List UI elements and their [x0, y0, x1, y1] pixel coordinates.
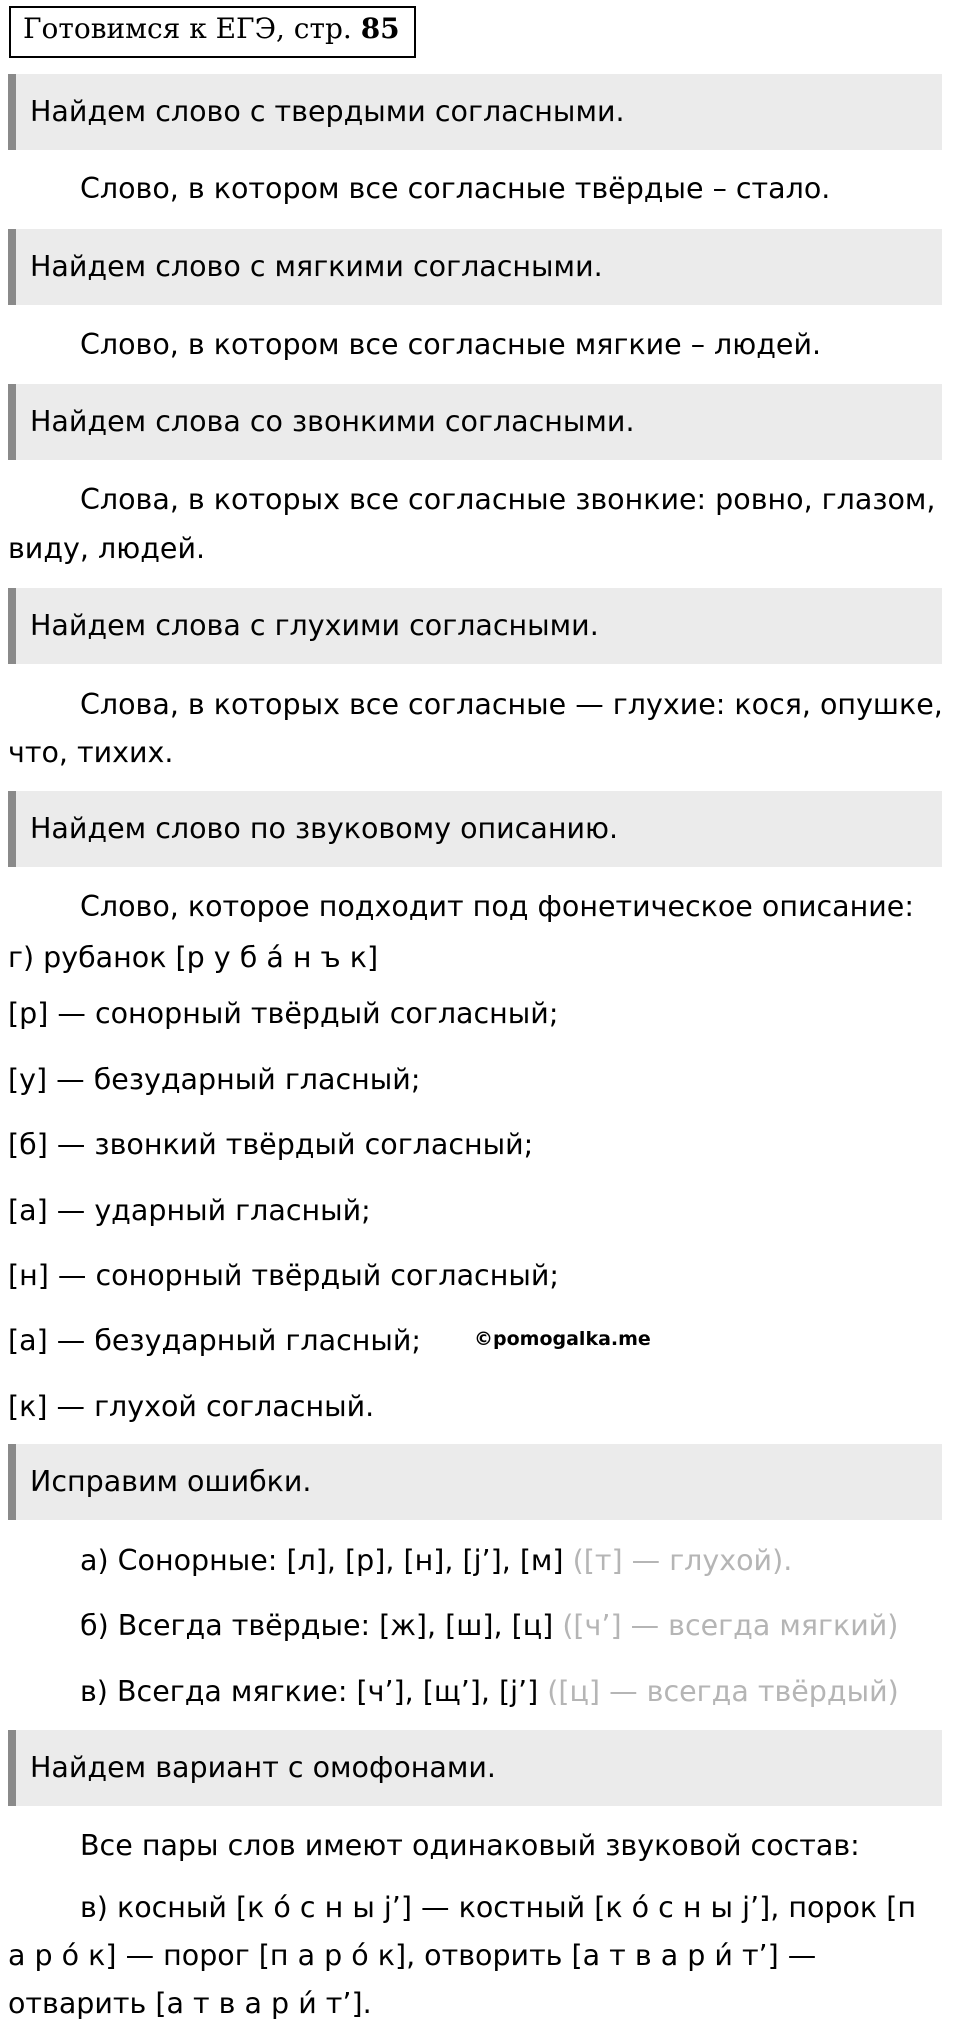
answer-line: в) косный [к о́ с н ы j’] — костный [к о́ с н ы j’], порок [п: [80, 1891, 916, 1924]
correction-note: ([ч’] — всегда мягкий): [562, 1609, 899, 1642]
correction-item: [80, 1542, 792, 1580]
answer-line-continued: что, тихих.: [8, 736, 174, 769]
phoneme-line: [р] — сонорный твёрдый согласный;: [8, 997, 559, 1030]
section-heading-homophones: [8, 1730, 942, 1806]
answer-line: Слово, которое подходит под фонетическое описание:: [80, 890, 914, 923]
phoneme-line: [у] — безударный гласный;: [8, 1063, 421, 1096]
section-heading-text: Найдем слова со звонкими согласными.: [30, 405, 635, 438]
correction-text: в) Всегда мягкие: [ч’], [щ’], [j’]: [80, 1675, 548, 1708]
answer-word: г) рубанок [р у б а́ н ъ к]: [8, 941, 379, 974]
answer-line: Слово, в котором все согласные мягкие – людей.: [80, 328, 822, 361]
section-heading-hard-consonants: [8, 74, 942, 150]
section-heading-voiceless-consonants: [8, 588, 942, 664]
phoneme-line: [а] — безударный гласный;: [8, 1324, 422, 1357]
correction-note: ([т] — глухой).: [572, 1544, 793, 1577]
answer-line: Слово, в котором все согласные твёрдые – стало.: [80, 172, 831, 205]
phoneme-line: [б] — звонкий твёрдый согласный;: [8, 1128, 534, 1161]
section-heading-text: Найдем слово с твердыми согласными.: [30, 95, 625, 128]
page-title-text: Готовимся к ЕГЭ, стр.: [23, 12, 352, 45]
answer-line: Слова, в которых все согласные — глухие: кося, опушке,: [80, 688, 943, 721]
section-heading-text: Найдем слово с мягкими согласными.: [30, 250, 603, 283]
correction-item: [80, 1607, 898, 1645]
section-heading-text: Найдем слово по звуковому описанию.: [30, 812, 619, 845]
answer-line-continued: виду, людей.: [8, 532, 206, 565]
answer-line: Все пары слов имеют одинаковый звуковой состав:: [80, 1829, 860, 1862]
phoneme-line: [н] — сонорный твёрдый согласный;: [8, 1259, 559, 1292]
phoneme-line: [а] — ударный гласный;: [8, 1194, 371, 1227]
watermark: ©pomogalka.me: [474, 1328, 651, 1350]
correction-text: б) Всегда твёрдые: [ж], [ш], [ц]: [80, 1609, 563, 1642]
section-heading-text: Найдем вариант с омофонами.: [30, 1751, 496, 1784]
answer-line-continued: отварить [а т в а р и́ т’].: [8, 1987, 372, 2020]
page-title: [9, 6, 416, 58]
correction-text: а) Сонорные: [л], [р], [н], [j’], [м]: [80, 1544, 573, 1577]
section-heading-text: Исправим ошибки.: [30, 1465, 312, 1498]
correction-note: ([ц] — всегда твёрдый): [547, 1675, 899, 1708]
section-heading-fix-errors: [8, 1444, 942, 1520]
answer-line: Слова, в которых все согласные звонкие: ровно, глазом,: [80, 483, 936, 516]
answer-line-continued: а р о́ к] — порог [п а р о́ к], отворить [а т в а р и́ т’] —: [8, 1939, 817, 1972]
correction-item: [80, 1673, 899, 1711]
section-heading-voiced-consonants: [8, 384, 942, 460]
section-heading-sound-description: [8, 791, 942, 867]
phoneme-line: [к] — глухой согласный.: [8, 1390, 375, 1423]
page-number: 85: [360, 12, 400, 45]
section-heading-text: Найдем слова с глухими согласными.: [30, 609, 599, 642]
section-heading-soft-consonants: [8, 229, 942, 305]
